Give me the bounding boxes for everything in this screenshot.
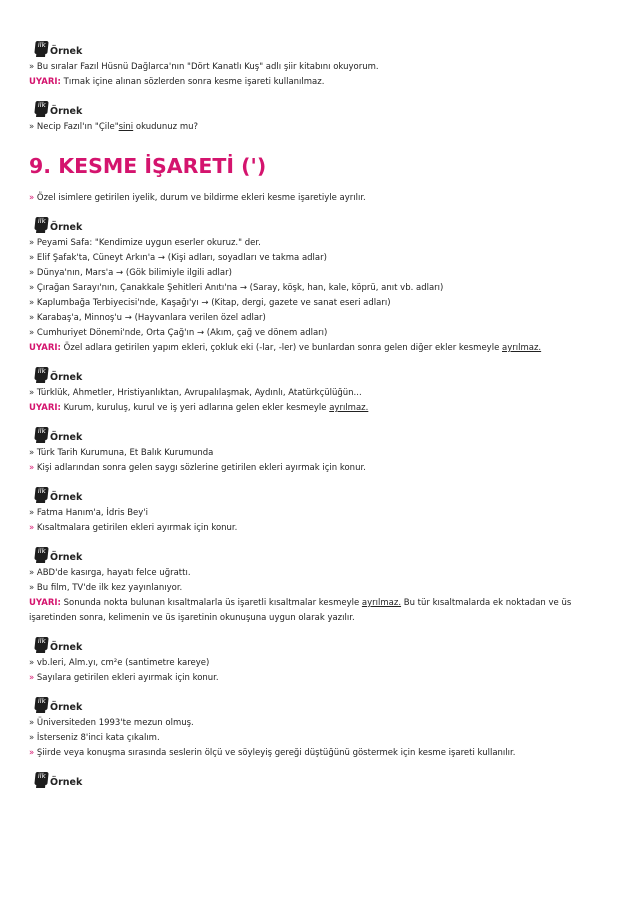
rule-line: » Özel isimlere getirilen iyelik, durum ve bildirme ekleri kesme işaretiyle ayrılır. — [29, 193, 366, 203]
rule-line: » Şiirde veya konuşma sırasında seslerin ölçü ve söyleyiş gereği düştüğünü göstermek için kesme işareti kullanılır. — [29, 748, 516, 758]
book-icon: ilk — [34, 772, 48, 785]
document-page — [29, 38, 609, 791]
book-icon: ilk — [34, 637, 48, 650]
example-line: » Fatma Hanım'a, İdris Bey'i — [29, 508, 149, 518]
warning-line: UYARI: Özel adlara getirilen yapım ekleri, çokluk eki (-lar, -ler) ve bunlardan sonra gelen diğer ekler kesmeyle ayrılmaz. — [29, 343, 542, 353]
ornek-label: Örnek — [50, 432, 83, 443]
rule-line: » Sayılara getirilen ekleri ayırmak için konur. — [29, 673, 219, 683]
ornek-header — [35, 634, 609, 654]
section-heading: 9. KESME İŞARETİ (') — [29, 154, 267, 178]
book-icon: ilk — [34, 101, 48, 114]
example-line: » Peyami Safa: "Kendimize uygun eserler okuruz." der. — [29, 238, 261, 248]
warning-line: UYARI: Sonunda nokta bulunan kısaltmalarla üs işaretli kısaltmalar kesmeyle ayrılmaz. Bu tür kısaltmalarda ek noktadan ve üs — [29, 598, 572, 608]
ornek-header — [35, 364, 609, 384]
ornek-label: Örnek — [50, 492, 83, 503]
example-line: » Necip Fazıl'ın "Çile"sini okudunuz mu? — [29, 122, 199, 132]
ornek-header — [35, 424, 609, 444]
example-line: » Elif Şafak'ta, Cüneyt Arkın'a → (Kişi adları, soyadları ve takma adlar) — [29, 253, 327, 263]
rule-line: » Kişi adlarından sonra gelen saygı sözlerine getirilen ekleri ayırmak için konur. — [29, 463, 366, 473]
rule-line: » Kısaltmalara getirilen ekleri ayırmak için konur. — [29, 523, 238, 533]
ornek-header — [35, 214, 609, 234]
example-line: » İsterseniz 8'inci kata çıkalım. — [29, 733, 160, 743]
ornek-label: Örnek — [50, 222, 83, 233]
book-icon: ilk — [34, 547, 48, 560]
book-icon: ilk — [34, 217, 48, 230]
example-line: » ABD'de kasırga, hayatı felce uğrattı. — [29, 568, 191, 578]
example-line: » Türklük, Ahmetler, Hristiyanlıktan, Avrupalılaşmak, Aydınlı, Atatürkçülüğün... — [29, 388, 362, 398]
example-line: » Türk Tarih Kurumuna, Et Balık Kurumunda — [29, 448, 214, 458]
ornek-header — [35, 544, 609, 564]
example-line: » vb.leri, Alm.yı, cm²e (santimetre kareye) — [29, 658, 210, 668]
book-icon: ilk — [34, 697, 48, 710]
example-line: » Bu film, TV'de ilk kez yayınlanıyor. — [29, 583, 183, 593]
example-line: » Üniversiteden 1993'te mezun olmuş. — [29, 718, 194, 728]
book-icon: ilk — [34, 41, 48, 54]
ornek-label: Örnek — [50, 642, 83, 653]
warning-line: UYARI: Tırnak içine alınan sözlerden sonra kesme işareti kullanılmaz. — [29, 77, 325, 87]
example-line: » Dünya'nın, Mars'a → (Gök bilimiyle ilgili adlar) — [29, 268, 232, 278]
ornek-header — [35, 694, 609, 714]
example-line: » Kaplumbağa Terbiyecisi'nde, Kaşağı'yı → (Kitap, dergi, gazete ve sanat eseri adları) — [29, 298, 391, 308]
warning-line-cont: işaretinden sonra, kelimenin ve üs işaretinin okunuşuna uygun olarak yazılır. — [29, 613, 355, 623]
ornek-label: Örnek — [50, 777, 83, 788]
book-icon: ilk — [34, 487, 48, 500]
ornek-label: Örnek — [50, 552, 83, 563]
example-line: » Cumhuriyet Dönemi'nde, Orta Çağ'ın → (Akım, çağ ve dönem adları) — [29, 328, 328, 338]
ornek-label: Örnek — [50, 106, 83, 117]
ornek-label: Örnek — [50, 46, 83, 57]
ornek-header — [35, 769, 609, 789]
ornek-header — [35, 484, 609, 504]
example-line: » Karabaş'a, Minnoş'u → (Hayvanlara verilen özel adlar) — [29, 313, 266, 323]
example-line: » Bu sıralar Fazıl Hüsnü Dağlarca'nın "Dört Kanatlı Kuş" adlı şiir kitabını okuyorum. — [29, 62, 379, 72]
warning-line: UYARI: Kurum, kuruluş, kurul ve iş yeri adlarına gelen ekler kesmeyle ayrılmaz. — [29, 403, 369, 413]
ornek-label: Örnek — [50, 702, 83, 713]
example-line: » Çırağan Sarayı'nın, Çanakkale Şehitleri Anıtı'na → (Saray, köşk, han, kale, köprü, anıt vb. adları) — [29, 283, 444, 293]
book-icon: ilk — [34, 367, 48, 380]
ornek-header — [35, 38, 609, 58]
ornek-label: Örnek — [50, 372, 83, 383]
book-icon: ilk — [34, 427, 48, 440]
ornek-header — [35, 98, 609, 118]
